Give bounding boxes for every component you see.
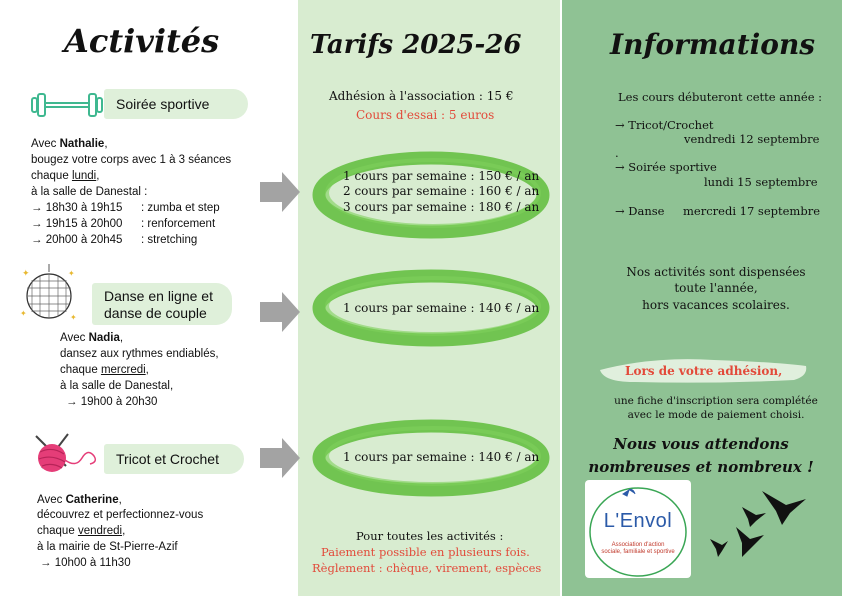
tricot-price: 1 cours par semaine : 140 € / an — [343, 450, 540, 464]
danse-line-1: Avec Nadia, — [60, 332, 124, 344]
lenvol-logo — [585, 480, 691, 578]
tricot-line-3: chaque vendredi, — [37, 525, 126, 537]
disco-ball-icon — [20, 264, 78, 326]
svg-text:✦: ✦ — [70, 313, 77, 322]
birds-icon — [706, 485, 812, 565]
sport-slot-3-activity: : stretching — [141, 234, 198, 246]
closing-line-2: nombreuses et nombreux ! — [588, 458, 814, 476]
arrow-right-icon — [258, 436, 302, 480]
danse-line-5: → 19h00 à 20h30 — [66, 396, 158, 408]
arrow-right-icon — [258, 170, 302, 214]
svg-text:✦: ✦ — [20, 309, 27, 318]
logo-sub-1: Association d'action — [611, 542, 665, 548]
activity-label-danse — [92, 283, 232, 325]
activity-name-tricot: Tricot et Crochet — [116, 451, 219, 467]
tarifs-footer-line2: Règlement : chèque, virement, espèces — [312, 561, 542, 575]
informations-title: Informations — [610, 28, 816, 61]
info-intro: Les cours débuteront cette année : — [618, 90, 823, 104]
sport-slot-2-activity: : renforcement — [141, 218, 216, 230]
sport-price-2: 2 cours par semaine : 160 € / an — [343, 184, 540, 198]
adhesion-line-1: une fiche d'inscription sera complétée — [614, 395, 818, 407]
start-danse-date: mercredi 17 septembre — [683, 204, 821, 218]
danse-line-4: à la salle de Danestal, — [60, 380, 174, 392]
activity-name-danse-line2: danse de couple — [104, 305, 207, 321]
closing-line-1: Nous vous attendons — [613, 435, 789, 453]
yarn-ball-icon — [32, 432, 102, 476]
availability-2: toute l'année, — [674, 281, 758, 295]
start-sport-date: lundi 15 septembre — [704, 175, 818, 189]
sport-line-2: bougez votre corps avec 1 à 3 séances — [31, 154, 232, 166]
activity-name-sport: Soirée sportive — [116, 96, 210, 112]
start-danse-name: → Danse — [615, 204, 665, 218]
tricot-line-1: Avec Catherine, — [37, 494, 122, 506]
tarifs-title: Tarifs 2025-26 — [310, 30, 522, 60]
danse-price: 1 cours par semaine : 140 € / an — [343, 301, 540, 315]
activites-title: Activités — [64, 22, 220, 60]
sport-line-4: à la salle de Danestal : — [31, 186, 148, 198]
start-sport-name: → Soirée sportive — [615, 160, 717, 174]
tricot-line-2: découvrez et perfectionnez-vous — [37, 509, 204, 521]
activity-name-danse-line1: Danse en ligne et — [104, 288, 213, 304]
adhesion-line-2: avec le mode de paiement choisi. — [627, 409, 805, 421]
sport-line-1: Avec Nathalie, — [31, 138, 108, 150]
arrow-right-icon — [258, 290, 302, 334]
adhesion-price: Adhésion à l'association : 15 € — [329, 89, 514, 103]
sport-price-3: 3 cours par semaine : 180 € / an — [343, 200, 540, 214]
sport-line-3: chaque lundi, — [31, 170, 100, 182]
start-tricot-date: vendredi 12 septembre — [684, 132, 820, 146]
sport-slot-1-activity: : zumba et step — [141, 202, 220, 214]
activity-label-sport — [104, 89, 248, 119]
sport-slot-3-time: → 20h00 à 20h45 — [31, 234, 123, 246]
sport-slot-1-time: → 18h30 à 19h15 — [31, 202, 123, 214]
danse-line-3: chaque mercredi, — [60, 364, 149, 376]
adhesion-title: Lors de votre adhésion, — [625, 364, 783, 378]
svg-text:✦: ✦ — [22, 268, 30, 278]
tricot-line-5: → 10h00 à 11h30 — [40, 557, 131, 569]
availability-3: hors vacances scolaires. — [642, 298, 790, 312]
sport-slot-2-time: → 19h15 à 20h00 — [31, 218, 123, 230]
danse-line-2: dansez aux rythmes endiablés, — [60, 348, 219, 360]
tarifs-footer-intro: Pour toutes les activités : — [356, 529, 504, 543]
availability-1: Nos activités sont dispensées — [626, 265, 806, 279]
activity-label-tricot — [104, 444, 244, 474]
start-dot: . — [615, 146, 619, 160]
dumbbell-icon — [30, 91, 104, 119]
logo-sub-2: sociale, familiale et sportive — [601, 549, 675, 555]
logo-text: L'Envol — [603, 510, 673, 532]
svg-text:✦: ✦ — [68, 269, 75, 278]
essai-price: Cours d'essai : 5 euros — [356, 108, 495, 122]
tricot-line-4: à la mairie de St-Pierre-Azif — [37, 541, 178, 553]
sport-price-1: 1 cours par semaine : 150 € / an — [343, 169, 540, 183]
start-tricot-name: → Tricot/Crochet — [615, 118, 714, 132]
tarifs-footer-line1: Paiement possible en plusieurs fois. — [321, 545, 530, 559]
